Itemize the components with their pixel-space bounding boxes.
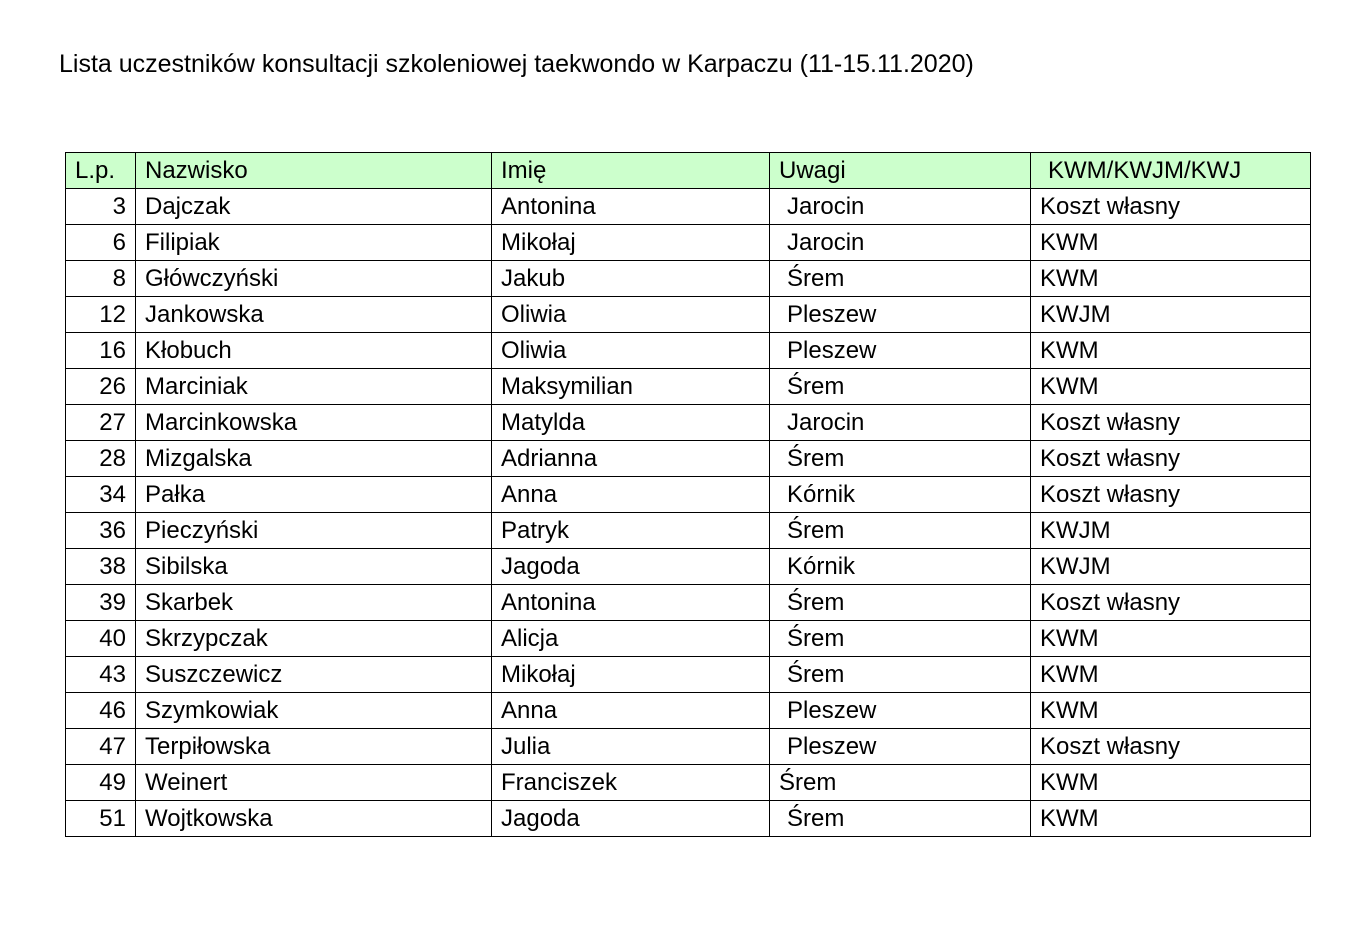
table-row: [66, 333, 1311, 369]
cell-uwagi: Pleszew: [770, 333, 1031, 369]
cell-kwm: Koszt własny: [1031, 585, 1311, 621]
cell-kwm: Koszt własny: [1031, 729, 1311, 765]
cell-kwm: Koszt własny: [1031, 405, 1311, 441]
table-row: [66, 621, 1311, 657]
header-kwm: KWM/KWJM/KWJ: [1031, 153, 1311, 189]
table-row: [66, 729, 1311, 765]
cell-uwagi: Jarocin: [770, 405, 1031, 441]
cell-nazwisko: Weinert: [136, 765, 492, 801]
table-row: [66, 513, 1311, 549]
table-row: [66, 297, 1311, 333]
cell-nazwisko: Wojtkowska: [136, 801, 492, 837]
cell-lp: 26: [66, 369, 136, 405]
document-title: Lista uczestników konsultacji szkoleniowej taekwondo w Karpaczu (11-15.11.2020): [59, 50, 974, 78]
cell-nazwisko: Filipiak: [136, 225, 492, 261]
header-lp: L.p.: [66, 153, 136, 189]
cell-nazwisko: Skrzypczak: [136, 621, 492, 657]
cell-kwm: KWM: [1031, 801, 1311, 837]
cell-imie: Antonina: [492, 189, 770, 225]
cell-kwm: KWM: [1031, 693, 1311, 729]
cell-lp: 3: [66, 189, 136, 225]
cell-kwm: KWJM: [1031, 549, 1311, 585]
cell-uwagi: Śrem: [770, 441, 1031, 477]
cell-lp: 12: [66, 297, 136, 333]
cell-nazwisko: Sibilska: [136, 549, 492, 585]
cell-uwagi: Śrem: [770, 369, 1031, 405]
cell-nazwisko: Terpiłowska: [136, 729, 492, 765]
cell-nazwisko: Pałka: [136, 477, 492, 513]
cell-nazwisko: Szymkowiak: [136, 693, 492, 729]
cell-lp: 46: [66, 693, 136, 729]
cell-uwagi: Jarocin: [770, 225, 1031, 261]
table-row: [66, 765, 1311, 801]
cell-kwm: KWM: [1031, 225, 1311, 261]
cell-lp: 34: [66, 477, 136, 513]
cell-imie: Alicja: [492, 621, 770, 657]
table-row: [66, 657, 1311, 693]
table-row: [66, 477, 1311, 513]
cell-uwagi: Śrem: [770, 801, 1031, 837]
cell-uwagi: Pleszew: [770, 729, 1031, 765]
cell-lp: 38: [66, 549, 136, 585]
cell-uwagi: Śrem: [770, 261, 1031, 297]
cell-nazwisko: Kłobuch: [136, 333, 492, 369]
cell-nazwisko: Marciniak: [136, 369, 492, 405]
cell-lp: 40: [66, 621, 136, 657]
cell-imie: Jagoda: [492, 801, 770, 837]
cell-uwagi: Pleszew: [770, 693, 1031, 729]
cell-lp: 36: [66, 513, 136, 549]
table-row: [66, 189, 1311, 225]
cell-imie: Adrianna: [492, 441, 770, 477]
cell-kwm: KWM: [1031, 765, 1311, 801]
cell-imie: Jagoda: [492, 549, 770, 585]
cell-kwm: KWM: [1031, 621, 1311, 657]
cell-kwm: KWM: [1031, 261, 1311, 297]
cell-imie: Patryk: [492, 513, 770, 549]
cell-kwm: Koszt własny: [1031, 477, 1311, 513]
cell-kwm: KWJM: [1031, 513, 1311, 549]
cell-uwagi: Śrem: [770, 621, 1031, 657]
table-row: [66, 693, 1311, 729]
table-row: [66, 585, 1311, 621]
cell-uwagi: Śrem: [770, 657, 1031, 693]
cell-lp: 47: [66, 729, 136, 765]
cell-uwagi: Śrem: [770, 585, 1031, 621]
cell-imie: Anna: [492, 477, 770, 513]
cell-kwm: KWM: [1031, 333, 1311, 369]
table-row: [66, 405, 1311, 441]
table-row: [66, 369, 1311, 405]
header-uwagi: Uwagi: [770, 153, 1031, 189]
cell-lp: 51: [66, 801, 136, 837]
cell-imie: Mikołaj: [492, 657, 770, 693]
cell-kwm: KWM: [1031, 657, 1311, 693]
cell-nazwisko: Pieczyński: [136, 513, 492, 549]
table-header-row: [66, 153, 1311, 189]
cell-nazwisko: Dajczak: [136, 189, 492, 225]
cell-kwm: KWM: [1031, 369, 1311, 405]
cell-imie: Mikołaj: [492, 225, 770, 261]
cell-lp: 27: [66, 405, 136, 441]
cell-lp: 49: [66, 765, 136, 801]
cell-kwm: Koszt własny: [1031, 189, 1311, 225]
table-row: [66, 225, 1311, 261]
cell-kwm: Koszt własny: [1031, 441, 1311, 477]
cell-kwm: KWJM: [1031, 297, 1311, 333]
cell-uwagi: Pleszew: [770, 297, 1031, 333]
cell-imie: Matylda: [492, 405, 770, 441]
cell-lp: 16: [66, 333, 136, 369]
cell-imie: Oliwia: [492, 297, 770, 333]
cell-uwagi: Kórnik: [770, 549, 1031, 585]
cell-lp: 6: [66, 225, 136, 261]
cell-lp: 43: [66, 657, 136, 693]
cell-nazwisko: Skarbek: [136, 585, 492, 621]
cell-nazwisko: Główczyński: [136, 261, 492, 297]
cell-imie: Oliwia: [492, 333, 770, 369]
cell-uwagi: Kórnik: [770, 477, 1031, 513]
cell-imie: Maksymilian: [492, 369, 770, 405]
participants-table: [65, 152, 1311, 837]
cell-nazwisko: Marcinkowska: [136, 405, 492, 441]
cell-uwagi: Śrem: [770, 513, 1031, 549]
header-imie: Imię: [492, 153, 770, 189]
cell-nazwisko: Jankowska: [136, 297, 492, 333]
cell-uwagi: Śrem: [770, 765, 1031, 801]
cell-imie: Anna: [492, 693, 770, 729]
cell-lp: 8: [66, 261, 136, 297]
cell-imie: Antonina: [492, 585, 770, 621]
cell-lp: 39: [66, 585, 136, 621]
cell-lp: 28: [66, 441, 136, 477]
table-row: [66, 801, 1311, 837]
cell-nazwisko: Mizgalska: [136, 441, 492, 477]
cell-imie: Jakub: [492, 261, 770, 297]
table-row: [66, 261, 1311, 297]
table-row: [66, 441, 1311, 477]
table-row: [66, 549, 1311, 585]
header-nazwisko: Nazwisko: [136, 153, 492, 189]
cell-imie: Julia: [492, 729, 770, 765]
cell-uwagi: Jarocin: [770, 189, 1031, 225]
cell-nazwisko: Suszczewicz: [136, 657, 492, 693]
cell-imie: Franciszek: [492, 765, 770, 801]
